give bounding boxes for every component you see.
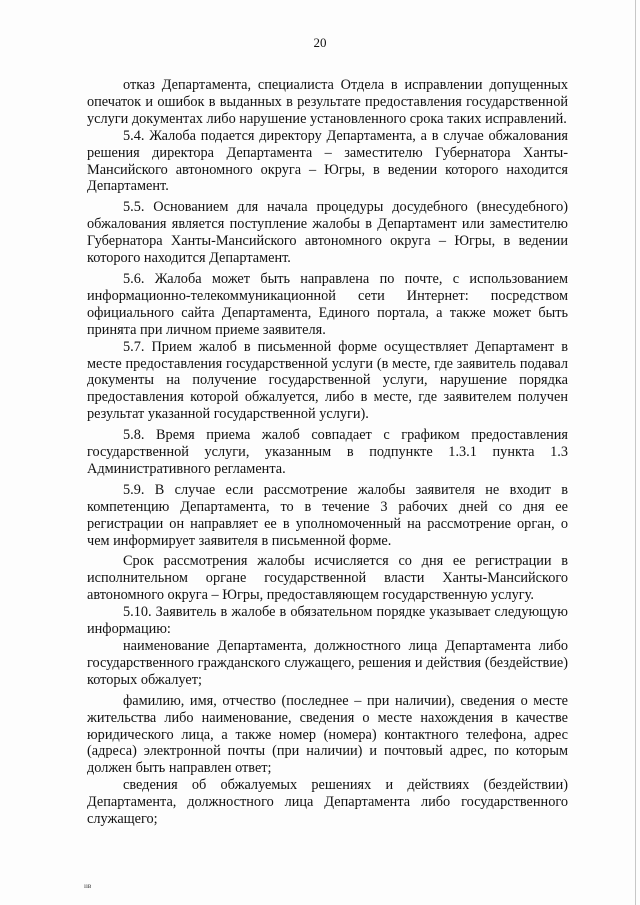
paragraph-5-5: 5.5. Основанием для начала процедуры досудебного (внесудебного) обжалования является поступление жалобы в Департамент или заместителю Губернатора Ханты-Мансийского автономного округа – Югры, в ведении которого находится Департамент. — [87, 199, 568, 267]
page-number: 20 — [313, 35, 327, 50]
scan-edge-line — [635, 0, 636, 905]
paragraph-5-6: 5.6. Жалоба может быть направлена по почте, с использованием информационно-телекоммуникационной сети Интернет: посредством официального сайта Департамента, Единого портала, а также может быть принята при личном приеме заявителя. — [87, 270, 568, 338]
list-item-applicant-details: фамилию, имя, отчество (последнее – при наличии), сведения о месте жительства либо наименование, сведения о месте нахождения в качестве юридического лица, а также номер (номера) контактного телефона, адрес (адреса) электронной почты (при наличии) и почтовый адрес, по которым должен быть направлен ответ; — [87, 692, 568, 777]
paragraph-continuation: отказ Департамента, специалиста Отдела в исправлении допущенных опечаток и ошибок в выданных в результате предоставления государственной услуги документах либо нарушение установленного срока таких исправлений. — [87, 77, 568, 127]
paragraph-5-10: 5.10. Заявитель в жалобе в обязательном порядке указывает следующую информацию: — [87, 604, 568, 638]
paragraph-5-4: 5.4. Жалоба подается директору Департамента, а в случае обжалования решения директора Департамента – заместителю Губернатора Ханты-Мансийского автономного округа – Югры, в ведении которого находится Департамент. — [87, 127, 568, 195]
paragraph-review-period: Срок рассмотрения жалобы исчисляется со дня ее регистрации в исполнительном органе государственной власти Ханты-Мансийского автономного округа – Югры, предоставляющем государственную услугу. — [87, 553, 568, 604]
document-body — [87, 77, 568, 828]
paragraph-5-8: 5.8. Время приема жалоб совпадает с графиком предоставления государственной услуги, указанным в подпункте 1.3.1 пункта 1.3 Административного регламента. — [87, 427, 568, 477]
paragraph-5-9: 5.9. В случае если рассмотрение жалобы заявителя не входит в компетенцию Департамента, то в течение 3 рабочих дней со дня ее регистрации он направляет ее в уполномоченный на рассмотрение орган, о чем информирует заявителя в письменной форме. — [87, 481, 568, 549]
list-item-department-name: наименование Департамента, должностного лица Департамента либо государственного гражданского служащего, решения и действия (бездействие) которых обжалует; — [87, 638, 568, 688]
footer-mark: ııв — [84, 882, 92, 890]
paragraph-5-7: 5.7. Прием жалоб в письменной форме осуществляет Департамент в месте предоставления государственной услуги (в месте, где заявитель подавал документы на получение государственной услуги, нарушение порядка предоставления которой обжалуется, либо в месте, где заявителем получен результат указанной государственной услуги). — [87, 338, 568, 423]
list-item-appealed-decisions: сведения об обжалуемых решениях и действиях (бездействии) Департамента, должностного лица Департамента либо государственного служащего; — [87, 777, 568, 828]
